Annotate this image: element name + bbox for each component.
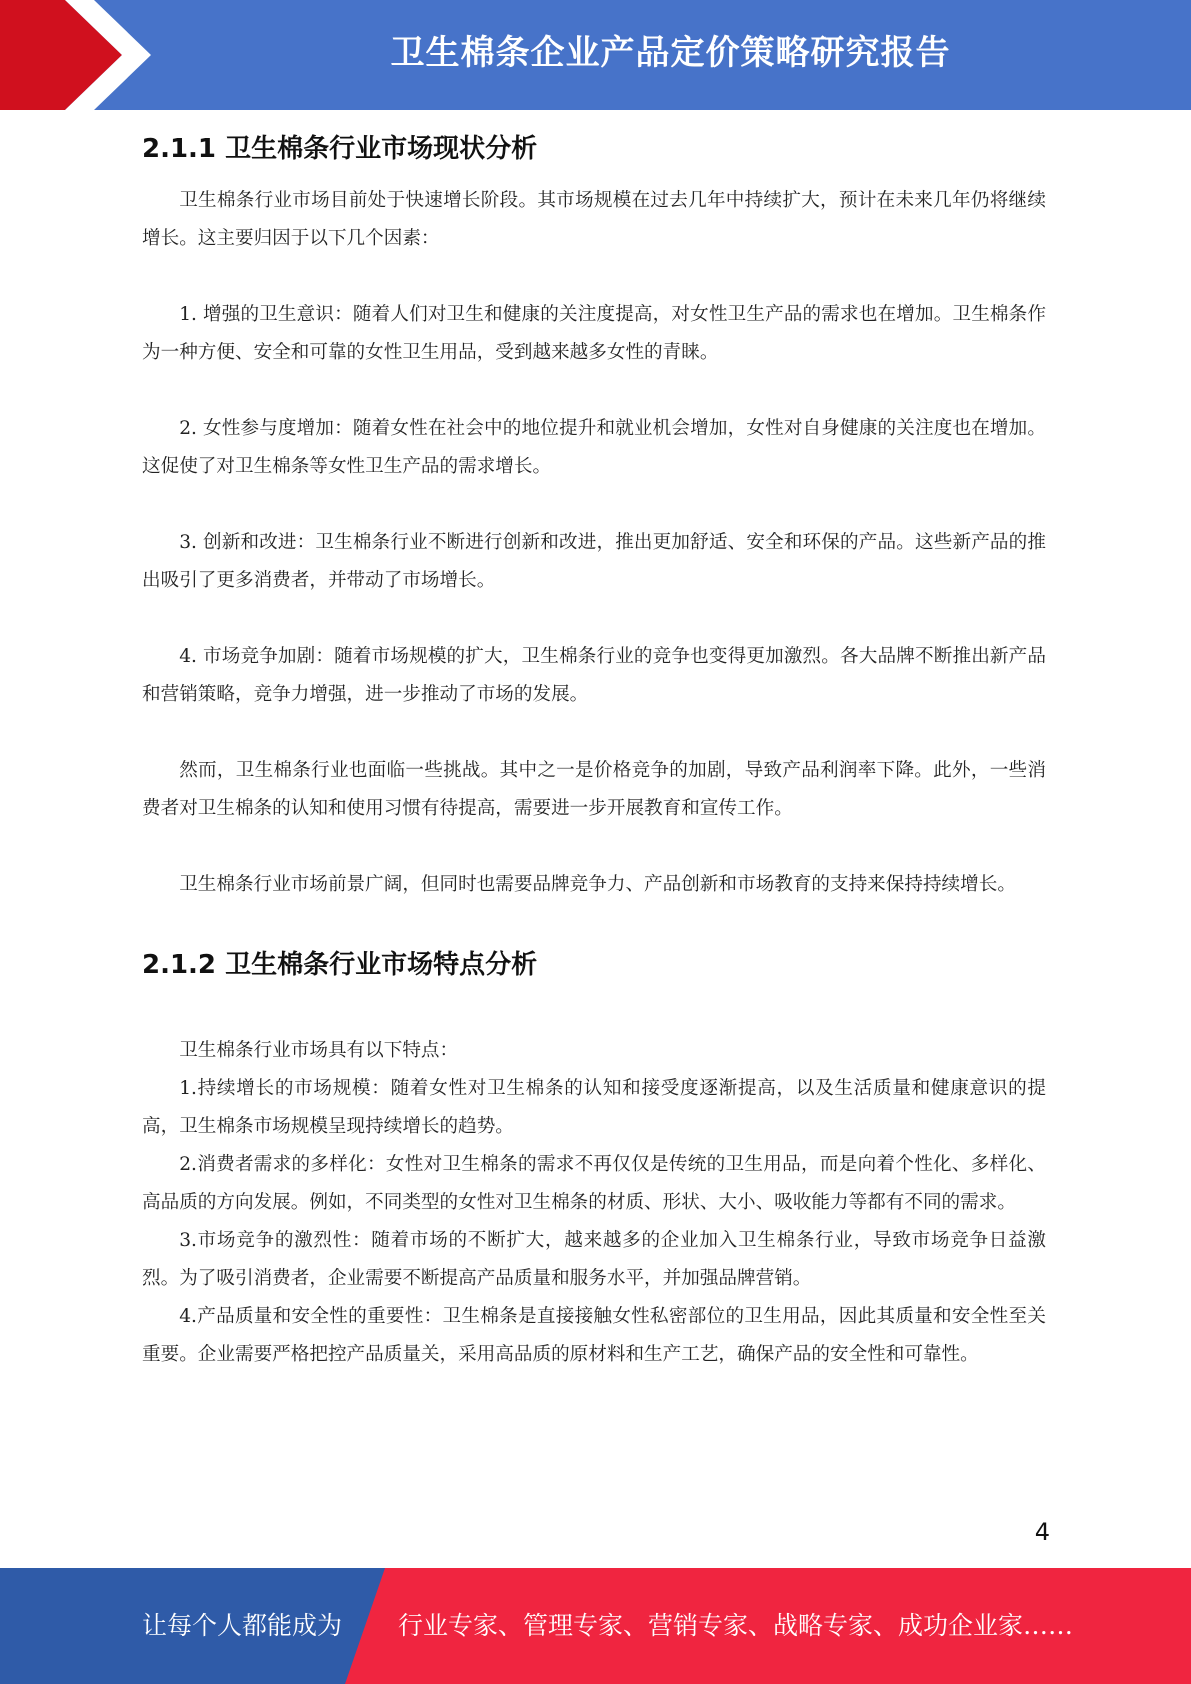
paragraph: 卫生棉条行业市场前景广阔，但同时也需要品牌竞争力、产品创新和市场教育的支持来保持持续增长。 [179,874,1016,895]
paragraph: 1.持续增长的市场规模：随着女性对卫生棉条的认知和接受度逐渐提高，以及生活质量和健康意识的提高，卫生棉条市场规模呈现持续增长的趋势。 [142,1078,1046,1137]
header-banner [0,0,1191,110]
paragraph: 3.市场竞争的激烈性：随着市场的不断扩大，越来越多的企业加入卫生棉条行业，导致市场竞争日益激烈。为了吸引消费者，企业需要不断提高产品质量和服务水平，并加强品牌营销。 [142,1230,1046,1289]
paragraph: 2. 女性参与度增加：随着女性在社会中的地位提升和就业机会增加，女性对自身健康的关注度也在增加。这促使了对卫生棉条等女性卫生产品的需求增长。 [142,418,1046,477]
paragraph: 4. 市场竞争加剧：随着市场规模的扩大，卫生棉条行业的竞争也变得更加激烈。各大品牌不断推出新产品和营销策略，竞争力增强，进一步推动了市场的发展。 [142,646,1046,705]
page-number: 4 [1034,1518,1050,1546]
section-heading: 2.1.1 卫生棉条行业市场现状分析 [142,134,538,164]
report-title: 卫生棉条企业产品定价策略研究报告 [390,33,951,73]
footer-slogan-left: 让每个人都能成为 [142,1611,343,1640]
paragraph: 然而，卫生棉条行业也面临一些挑战。其中之一是价格竞争的加剧，导致产品利润率下降。此外，一些消费者对卫生棉条的认知和使用习惯有待提高，需要进一步开展教育和宣传工作。 [142,760,1046,819]
paragraph: 卫生棉条行业市场具有以下特点： [179,1040,459,1061]
paragraph: 2.消费者需求的多样化：女性对卫生棉条的需求不再仅仅是传统的卫生用品，而是向着个性化、多样化、高品质的方向发展。例如，不同类型的女性对卫生棉条的材质、形状、大小、吸收能力等都有不同的需求。 [142,1154,1046,1213]
paragraph: 卫生棉条行业市场目前处于快速增长阶段。其市场规模在过去几年中持续扩大，预计在未来几年仍将继续增长。这主要归因于以下几个因素： [142,190,1046,249]
section-heading: 2.1.2 卫生棉条行业市场特点分析 [142,950,538,980]
paragraph: 4.产品质量和安全性的重要性：卫生棉条是直接接触女性私密部位的卫生用品，因此其质量和安全性至关重要。企业需要严格把控产品质量关，采用高品质的原材料和生产工艺，确保产品的安全性和可靠性。 [142,1306,1046,1365]
footer-slogan-right: 行业专家、管理专家、营销专家、战略专家、成功企业家…… [398,1611,1074,1640]
footer-banner [0,1568,1191,1684]
main-content [142,126,1046,1374]
paragraph: 3. 创新和改进：卫生棉条行业不断进行创新和改进，推出更加舒适、安全和环保的产品。这些新产品的推出吸引了更多消费者，并带动了市场增长。 [142,532,1046,591]
paragraph: 1. 增强的卫生意识：随着人们对卫生和健康的关注度提高，对女性卫生产品的需求也在增加。卫生棉条作为一种方便、安全和可靠的女性卫生用品，受到越来越多女性的青睐。 [142,304,1046,363]
